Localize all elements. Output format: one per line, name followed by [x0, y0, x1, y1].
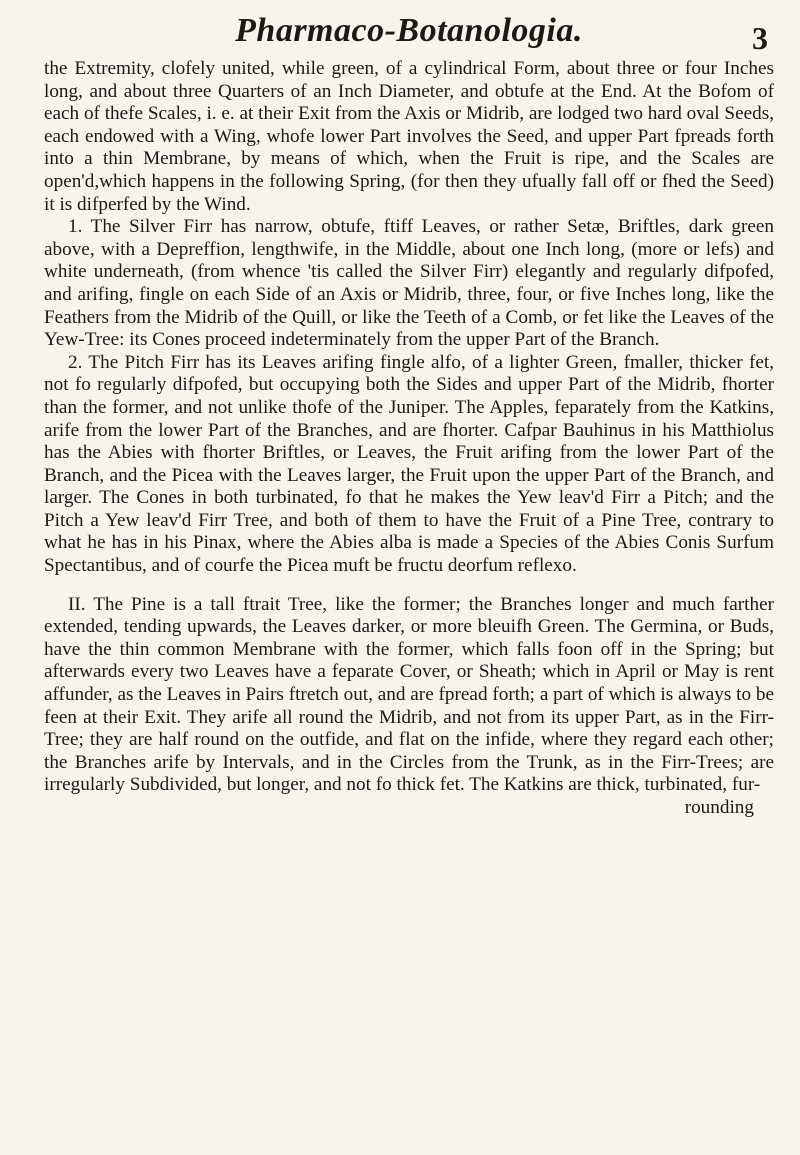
paragraph-cone-description: the Extremity, clofely united, while green, of a cylindrical Form, about three or four Inches long, and about three Quarters of an Inch Diameter, and obtufe at the End. At the Bofom of each of thefe Scales, i. e. at their Exit from the Axis or Midrib, are lodged two hard oval Seeds, each endowed with a Wing, whofe lower Part involves the Seed, and upper Part fpreads forth into a thin Membrane, by means of which, when the Fruit is ripe, and the Scales are open'd,which happens in the following Spring, (for then they ufually fall off or fhed the Seed) it is difperfed by the Wind. — [44, 58, 774, 215]
paragraph-pine: II. The Pine is a tall ftrait Tree, like the former; the Branches longer and much farther extended, tending upwards, the Leaves darker, or more bleuifh Green. The Germina, or Buds, have the thin common Membrane with the former, which falls foon off in the Spring; but afterwards every two Leaves have a feparate Cover, or Sheath; which in April or May is rent affunder, as the Leaves in Pairs ftretch out, and are fpread forth; a part of which is always to be feen at their Exit. They arife all round the Midrib, and not from its upper Part, as in the Firr-Tree; they are half round on the outfide, and flat on the infide, where they regard each other; the Branches arife by Intervals, and in the Circles from the Trunk, as in the Firr-Trees; are irregularly Subdivided, but longer, and not fo thick fet. The Katkins are thick, turbinated, fur- — [44, 593, 774, 796]
running-title: Pharmaco-Botanologia. — [235, 12, 583, 49]
page-header — [44, 8, 774, 58]
paragraph-pitch-firr: 2. The Pitch Firr has its Leaves arifing fingle alfo, of a lighter Green, fmaller, thicker fet, not fo regularly difpofed, but occupying both the Sides and upper Part of the Midrib, fhorter than the former, and not unlike thofe of the Juniper. The Apples, feparately from the Katkins, arife from the lower Part of the Branches, and are fhorter. Cafpar Bauhinus in his Matthiolus has the Abies with fhorter Briftles, or Leaves, the Fruit arifing from the lower Part of the Branch, and the Picea with the Leaves larger, the Fruit upon the upper Part of the Branch, and larger. The Cones in both turbinated, fo that he makes the Yew leav'd Firr a Pitch; and the Pitch a Yew leav'd Firr Tree, and both of them to have the Fruit of a Pine Tree, contrary to what he has in his Pinax, where the Abies alba is made a Species of the Abies Conis Surfum Spectantibus, and of courfe the Picea muft be fructu deorfum reflexo. — [44, 351, 774, 577]
page-number: 3 — [752, 20, 768, 56]
body-text — [44, 58, 774, 797]
catchword: rounding — [684, 797, 754, 818]
paragraph-silver-firr: 1. The Silver Firr has narrow, obtufe, ftiff Leaves, or rather Setæ, Briftles, dark green above, with a Depreffion, lengthwife, in the Middle, about one Inch long, (more or lefs) and white underneath, (from whence 'tis called the Silver Firr) elegantly and regularly difpofed, and arifing, fingle on each Side of an Axis or Midrib, three, four, or five Inches long, like the Feathers from the Midrib of the Quill, or like the Teeth of a Comb, or fet like the Leaves of the Yew-Tree: its Cones proceed indeterminately from the upper Part of the Branch. — [44, 216, 774, 351]
